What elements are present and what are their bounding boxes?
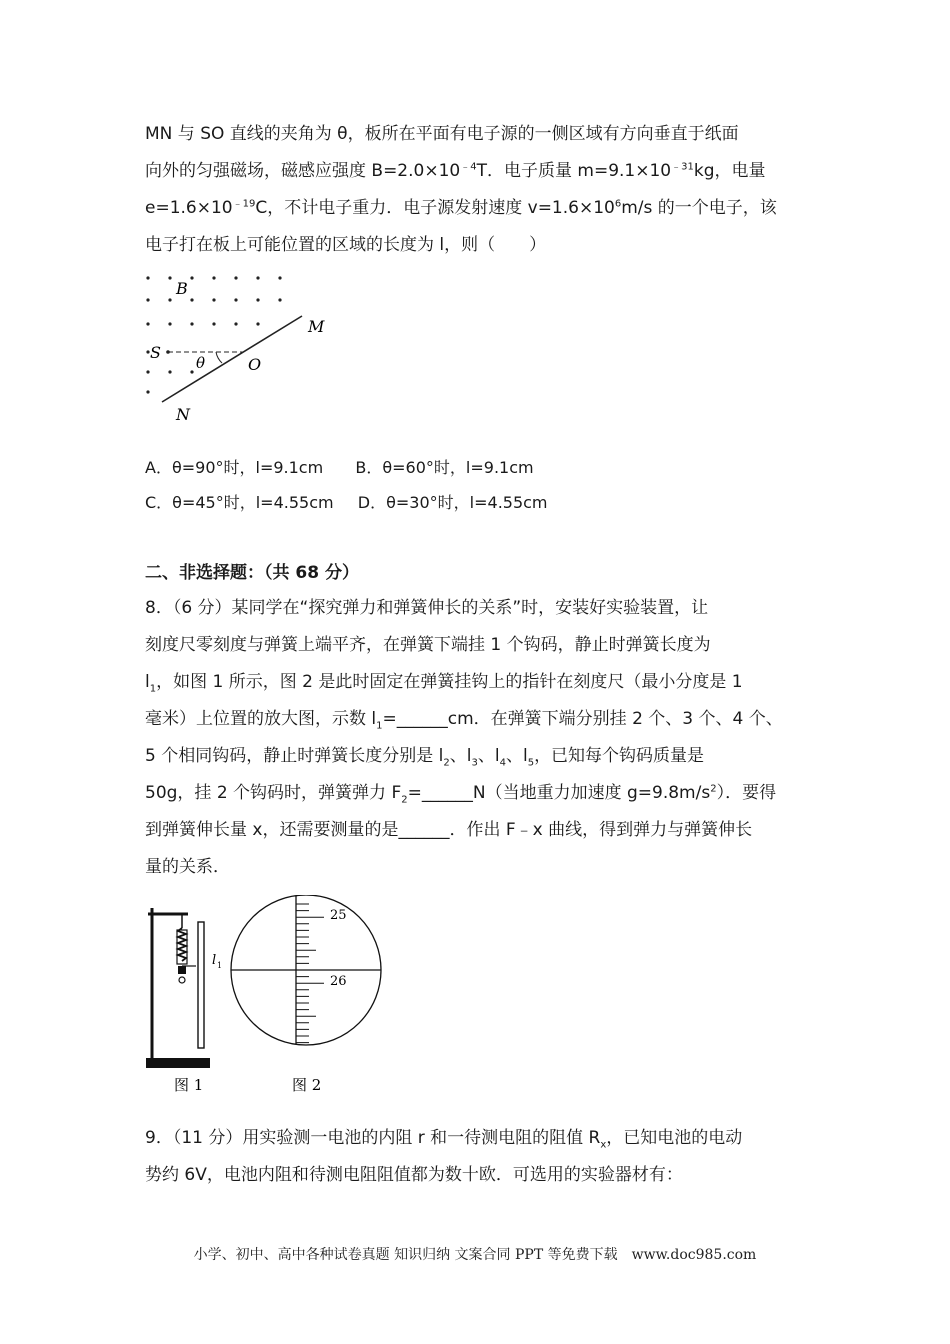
- q8-line-1: 8．（6 分）某同学在“探究弹力和弹簧伸长的关系”时，安装好实验装置，让: [145, 598, 709, 618]
- spring-apparatus-figure: [140, 900, 230, 1100]
- field-dot: [146, 322, 149, 325]
- field-dot: [190, 298, 193, 301]
- field-dot: [234, 298, 237, 301]
- field-dot: [190, 370, 193, 373]
- weight: [179, 977, 185, 983]
- field-dot: [234, 276, 237, 279]
- q7-line-2: 向外的匀强磁场，磁感应强度 $B=2.0\times 10^{﹣4}T$．电子质量 $m=9.1\times 10^{﹣31}kg$，电量: [145, 161, 766, 181]
- option-c: C．θ=45°时，l=4.55cm: [145, 493, 334, 512]
- option-d: D．θ=30°时，l=4.55cm: [357, 493, 548, 512]
- question-8-text: [145, 590, 825, 886]
- field-dot: [146, 370, 149, 373]
- svg-text:1: 1: [217, 961, 223, 970]
- field-dot: [146, 390, 149, 393]
- caption-fig2: 图 2: [292, 1076, 322, 1094]
- field-dot: [146, 276, 149, 279]
- field-dot: [168, 276, 171, 279]
- mark-26: 26: [330, 974, 347, 989]
- question-9-text: [145, 1120, 825, 1194]
- q8-line-3: $l_1$，如图 1 所示，图 2 是此时固定在弹簧挂钩上的指针在刻度尺（最小分度是 1: [145, 672, 743, 695]
- q8-line-5: 5 个相同钩码，静止时弹簧长度分别是 $l_2$、$l_3$、$l_4$、$l_5$，已知每个钩码质量是: [145, 746, 705, 769]
- field-dot: [190, 276, 193, 279]
- q9-line-2: 势约 6V，电池内阻和待测电阻阻值都为数十欧．可选用的实验器材有：: [145, 1165, 683, 1185]
- q7-line-3: $e=1.6\times 10^{﹣19}C$，不计电子重力．电子源发射速度 $v=1.6\times 10^6m/s$ 的一个电子，该: [145, 198, 777, 218]
- stand-base: [146, 1058, 210, 1068]
- field-dot: [146, 298, 149, 301]
- field-dot: [278, 298, 281, 301]
- q9-line-1: 9．（11 分）用实验测一电池的内阻 r 和一待测电阻的阻值 $R_x$，已知电池的电动: [145, 1128, 743, 1151]
- angle-arc: [216, 352, 222, 363]
- caption-fig1: 图 1: [174, 1076, 204, 1094]
- field-dot: [168, 322, 171, 325]
- q8-line-7: 到弹簧伸长量 x，还需要测量的是______．作出 F﹣x 曲线，得到弹力与弹簧伸长: [145, 820, 753, 840]
- question-7-text: [145, 116, 825, 264]
- field-dot: [234, 322, 237, 325]
- field-dot: [168, 298, 171, 301]
- label-m: M: [308, 317, 325, 336]
- field-dot: [168, 370, 171, 373]
- field-dot: [212, 298, 215, 301]
- label-n: N: [176, 405, 190, 424]
- q8-line-8: 量的关系．: [145, 857, 230, 877]
- magnified-ruler-figure: [228, 895, 388, 1100]
- magnetic-field-figure: [140, 268, 340, 428]
- field-dots: [146, 276, 281, 393]
- page-footer: 小学、初中、高中各种试卷真题 知识归纳 文案合同 PPT 等免费下载 www.doc985.com: [193, 1247, 757, 1263]
- label-theta: θ: [196, 354, 206, 372]
- field-dot: [278, 276, 281, 279]
- ruler: [198, 922, 204, 1048]
- q8-line-2: 刻度尺零刻度与弹簧上端平齐，在弹簧下端挂 1 个钩码，静止时弹簧长度为: [145, 635, 711, 655]
- label-s: S: [150, 343, 161, 362]
- field-dot: [256, 276, 259, 279]
- svg-text:l: l: [212, 953, 217, 968]
- field-dot: [190, 322, 193, 325]
- q8-line-4: 毫米）上位置的放大图，示数 $l_1=\_\_\_\_\_\_cm$．在弹簧下端分别挂 2 个、3 个、4 个、: [145, 709, 783, 732]
- field-dot: [212, 322, 215, 325]
- q7-line-1: MN 与 SO 直线的夹角为 θ，板所在平面有电子源的一侧区域有方向垂直于纸面: [145, 124, 739, 144]
- hook-weight: [178, 966, 186, 974]
- option-a: A．θ=90°时，l=9.1cm: [145, 458, 324, 477]
- spring: [178, 928, 186, 961]
- q8-line-6: 50g，挂 2 个钩码时，弹簧弹力 $F_2=\_\_\_\_\_\_N$（当地重力加速度 $g=9.8m/s^2$）．要得: [145, 783, 777, 806]
- section-2-heading: 二、非选择题：（共 68 分）: [145, 563, 359, 583]
- option-b: B．θ=60°时，l=9.1cm: [355, 458, 534, 477]
- q7-line-4: 电子打在板上可能位置的区域的长度为 l，则（ ）: [145, 235, 547, 255]
- plate-mn: [162, 316, 302, 402]
- label-o: O: [248, 355, 262, 374]
- field-dot: [256, 298, 259, 301]
- mark-25: 25: [330, 908, 347, 923]
- options-row-2: [145, 491, 548, 515]
- options-row-1: [145, 456, 534, 480]
- field-dot: [212, 276, 215, 279]
- field-dot: [256, 322, 259, 325]
- label-b: B: [176, 279, 188, 298]
- source-point: [166, 350, 170, 354]
